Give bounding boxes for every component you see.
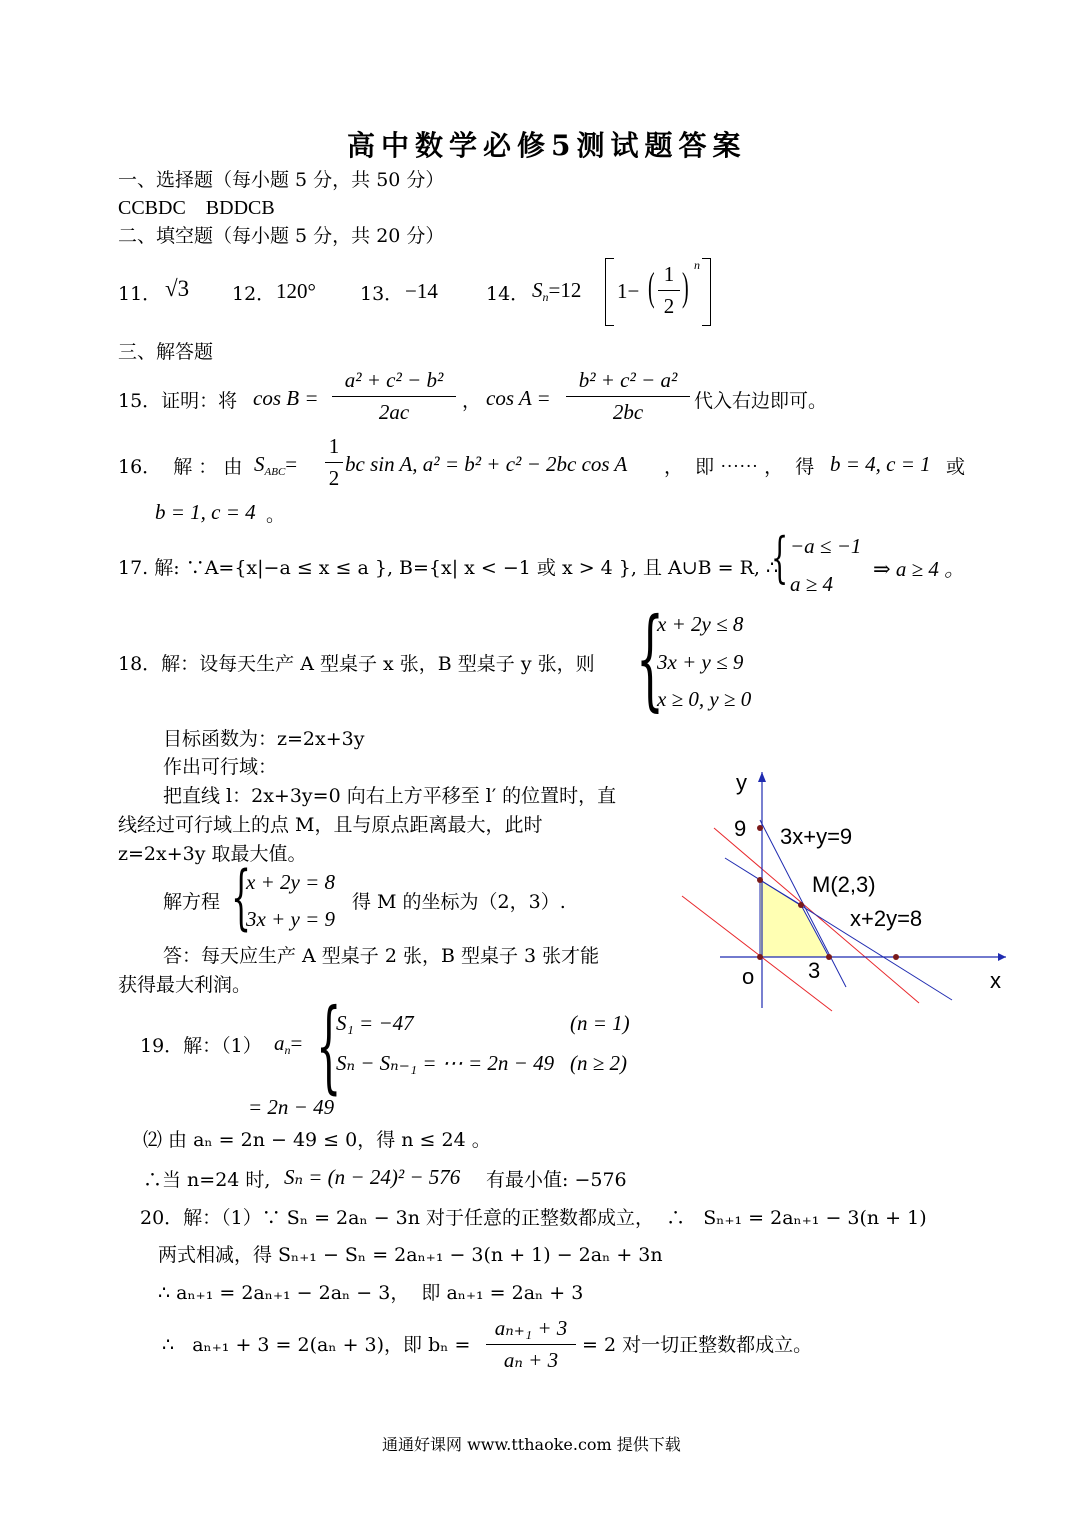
q20-frac: aₙ₊₁ + 3 aₙ + 3 (486, 1316, 576, 1373)
q19-brace: { (316, 987, 342, 1104)
q20-line1: 20．解：（1）∵ Sₙ = 2aₙ − 3n 对于任意的正整数都成立， ∴ Sₙ₊₁ = 2aₙ₊₁ − 3(n + 1) (140, 1207, 927, 1229)
q14-one-minus: 1− (617, 279, 640, 303)
q16-result2: b = 1, c = 4 (155, 500, 256, 524)
q14-left-paren: ( (648, 264, 655, 309)
q14-right-paren: ) (682, 264, 689, 309)
q16-sabc: $S_{ABC}=$ (254, 452, 298, 479)
q20-line2: 两式相减，得 Sₙ₊₁ − Sₙ = 2aₙ₊₁ − 3(n + 1) − 2aₙ + 3n (158, 1244, 663, 1266)
q14-eq: =12 (548, 278, 582, 302)
q20-line4-b: = 2 对一切正整数都成立。 (582, 1334, 813, 1356)
q17-conclusion: ⇒ a ≥ 4 。 (873, 557, 966, 581)
point-m-label: M(2,3) (812, 872, 876, 897)
q16-label: 16． 解 ： 由 (118, 456, 243, 478)
q15-frac-cosa: b² + c² − a² 2bc (566, 368, 690, 425)
q15-cosa: cos A = (486, 386, 551, 410)
q15-comma: ， (462, 390, 482, 412)
q16-end: 。 (266, 504, 286, 526)
q16-formula: bc sin A, a² = b² + c² − 2bc cos A (345, 452, 628, 476)
tick-3-label: 3 (808, 958, 821, 983)
y-axis-label: y (736, 770, 747, 795)
point-m (798, 902, 804, 908)
q15-cosb: cos B = (253, 386, 319, 410)
q14-formula (532, 278, 581, 305)
line2-label: x+2y=8 (850, 906, 923, 931)
point-4 (757, 877, 763, 883)
q15-tail: 代入右边即可。 (694, 390, 828, 412)
q16-half: 1 2 (325, 434, 343, 491)
q19-case1-cond: (n = 1) (570, 1011, 630, 1035)
section-heading-choice: 一、选择题（每小题 5 分，共 50 分） (118, 169, 445, 191)
q14-s-sub: n (542, 290, 549, 305)
page-footer: 通通好课网 www.tthaoke.com 提供下载 (382, 1435, 681, 1454)
q16-mid: ， 即 ⋯⋯ ， 得 (664, 456, 815, 478)
q14-right-bracket (702, 258, 711, 326)
q16-or: 或 (946, 456, 966, 478)
q18-eq1: x + 2y = 8 (246, 870, 335, 894)
q17-sys2: a ≥ 4 (790, 572, 834, 596)
q18-answer1: 答：每天应生产 A 型桌子 2 张，B 型桌子 3 张才能 (163, 945, 600, 967)
q11-number: 11． (118, 283, 162, 305)
q11-answer: √3 (165, 276, 190, 301)
point-origin (757, 954, 763, 960)
q14-left-bracket (605, 258, 614, 326)
point-3 (826, 954, 832, 960)
q18-label: 18．解：设每天生产 A 型桌子 x 张，B 型桌子 y 张，则 (118, 653, 595, 675)
q18-para1: 把直线 l：2x+3y=0 向右上方平移至 l′ 的位置时，直 (163, 785, 617, 807)
q13-number: 13． (360, 283, 404, 305)
q19-case2: Sₙ − Sₙ₋₁ = ⋯ = 2n − 49 (336, 1051, 555, 1075)
q19-result: = 2n − 49 (248, 1095, 335, 1119)
choice-answers: CCBDC BDDCB (118, 197, 275, 219)
point-8 (893, 954, 899, 960)
q18-answer2: 获得最大利润。 (118, 974, 252, 996)
q15-label: 15．证明：将 (118, 390, 238, 412)
q19-an: $a_n=$ (274, 1031, 303, 1058)
q14-s: S (532, 278, 543, 302)
q16-result1: b = 4, c = 1 (830, 452, 931, 476)
q12-answer: 120° (276, 279, 316, 303)
q14-number: 14． (486, 283, 530, 305)
q18-sys1: x + 2y ≤ 8 (657, 612, 744, 636)
q17-label: 17. 解: ∵A={x|−a ≤ x ≤ a }, B={x| x < −1 或 x > 4 }, 且 A∪B = R, ∴ (118, 557, 779, 579)
q20-line3: ∴ aₙ₊₁ = 2aₙ₊₁ − 2aₙ − 3， 即 aₙ₊₁ = 2aₙ + 3 (158, 1282, 584, 1304)
line1-label: 3x+y=9 (780, 824, 853, 849)
q18-eq2: 3x + y = 9 (246, 907, 335, 931)
q19-label: 19．解：（1） (140, 1035, 262, 1057)
q18-solve-tail: 得 M 的坐标为（2，3）. (352, 891, 566, 913)
q18-objective: 目标函数为：z=2x+3y (163, 728, 365, 750)
q20-line4-a: ∴ aₙ₊₁ + 3 = 2(aₙ + 3)，即 bₙ = (162, 1334, 471, 1356)
q17-brace: { (771, 526, 789, 589)
q18-brace: { (636, 594, 664, 722)
point-9 (757, 825, 763, 831)
q19-part3-b: Sₙ = (n − 24)² − 576 (284, 1165, 461, 1189)
q15-frac-cosb: a² + c² − b² 2ac (332, 368, 456, 425)
origin-label: o (742, 964, 755, 989)
q19-part3-c: 有最小值: −576 (486, 1169, 627, 1191)
q12-number: 12． (232, 283, 276, 305)
q14-exponent: n (694, 258, 700, 272)
q18-feasible: 作出可行域： (163, 756, 278, 778)
q18-solve-brace: { (231, 856, 252, 938)
q19-part2: ⑵ 由 aₙ = 2n − 49 ≤ 0，得 n ≤ 24 。 (143, 1129, 491, 1151)
x-axis-arrow (998, 953, 1006, 961)
q18-para3: z=2x+3y 取最大值。 (118, 843, 307, 865)
section-heading-fill: 二、填空题（每小题 5 分，共 20 分） (118, 225, 445, 247)
q18-para2: 线经过可行域上的点 M，且与原点距离最大，此时 (118, 814, 543, 836)
q19-part3-a: ∴当 n=24 时, (143, 1169, 271, 1191)
page-title: 高中数学必修5测试题答案 (347, 129, 747, 162)
x-axis-label: x (990, 968, 1001, 993)
y-axis-arrow (758, 772, 766, 782)
feasible-region-graph (670, 760, 1020, 1020)
q18-sys2: 3x + y ≤ 9 (657, 650, 744, 674)
q13-answer: −14 (405, 279, 438, 303)
section-heading-solve: 三、解答题 (118, 341, 214, 363)
q19-case2-cond: (n ≥ 2) (570, 1051, 628, 1075)
q18-solve-label: 解方程 (163, 891, 221, 913)
q14-half: 1 2 (658, 262, 680, 319)
q17-sys1: −a ≤ −1 (790, 534, 862, 558)
tick-9-label: 9 (734, 816, 747, 841)
q18-sys3: x ≥ 0, y ≥ 0 (657, 687, 752, 711)
q19-case1: S₁ = −47 (336, 1011, 414, 1035)
